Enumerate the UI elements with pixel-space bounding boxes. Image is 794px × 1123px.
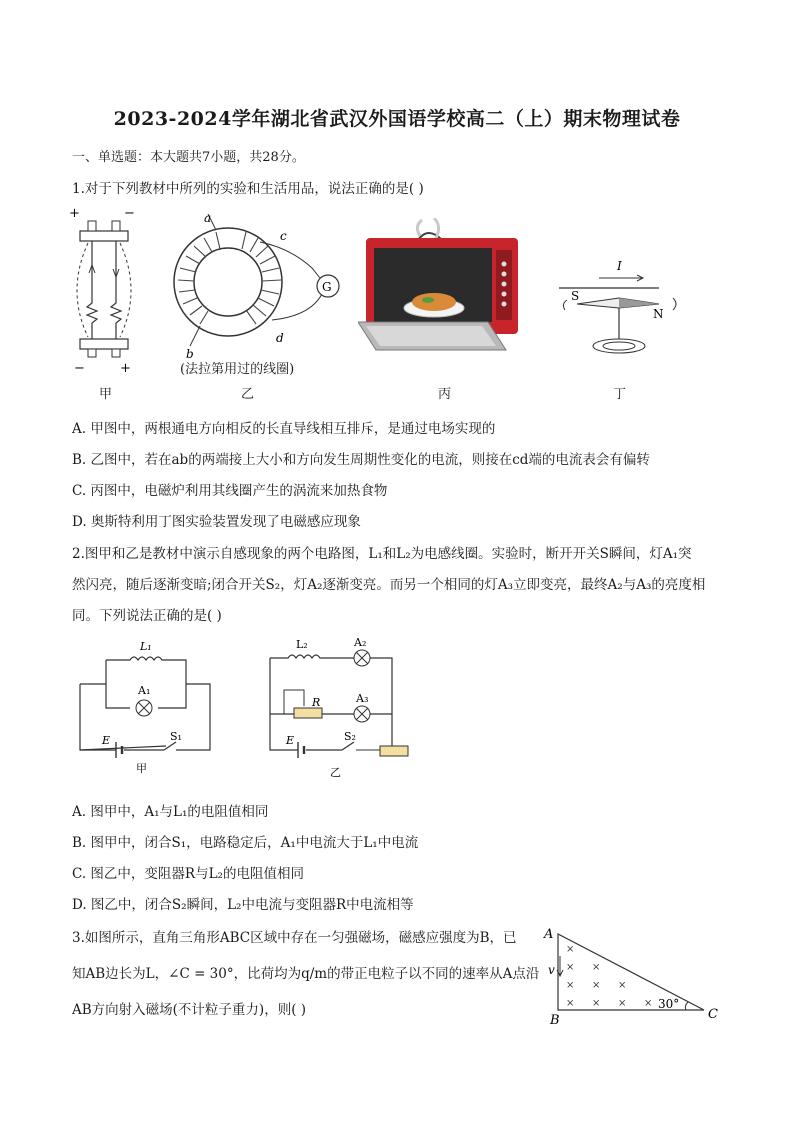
circuit-label-jia: 甲 <box>136 762 147 775</box>
svg-text:×: × <box>592 998 601 1009</box>
svg-text:×: × <box>566 944 575 955</box>
coil-letter-b: b <box>186 347 194 361</box>
food-garnish <box>422 297 434 303</box>
q1-figure-jia <box>66 203 146 375</box>
angle-arc <box>685 1002 688 1010</box>
right-wire <box>111 241 121 339</box>
q1-figure-yi <box>160 208 350 374</box>
ring-windings <box>178 232 281 324</box>
switch-s2 <box>342 742 354 750</box>
circuit-label-s1: S₁ <box>170 730 182 743</box>
vertex-b: B <box>550 1013 560 1028</box>
coil-letter-d: d <box>276 331 284 345</box>
q2-option-a: A. 图甲中，A₁与L₁的电阻值相同 <box>72 804 269 820</box>
q3-triangle-figure <box>538 922 728 1030</box>
triangle-abc <box>558 934 704 1010</box>
q1-label-bing: 丙 <box>438 387 452 402</box>
left-dashed-bulge <box>77 243 88 337</box>
circuit-label-l1: L₁ <box>140 640 152 653</box>
needle-south-letter: S <box>571 289 580 303</box>
svg-text:×: × <box>618 980 627 991</box>
circuit-label-e: E <box>102 734 111 747</box>
circuit-label-a3: A₃ <box>356 692 369 705</box>
minus-sign-bottom: − <box>74 361 85 375</box>
top-bar <box>80 231 128 241</box>
q1-yi-caption: (法拉第用过的线圈) <box>180 362 295 377</box>
q1-label-jia: 甲 <box>99 387 113 402</box>
plus-sign-top: + <box>69 206 80 221</box>
q2-stem-line-3: 同。下列说法正确的是( ) <box>72 608 222 624</box>
rheostat-2 <box>380 746 408 756</box>
q1-option-b: B. 乙图中，若在ab的两端接上大小和方向发生周期性变化的电流，则接在cd端的电流表会有偏转 <box>72 452 650 468</box>
current-letter: I <box>617 259 622 273</box>
top-terminal-right <box>112 221 120 231</box>
exam-title: 2023-2024学年湖北省武汉外国语学校高二（上）期末物理试卷 <box>113 108 681 130</box>
circuit-label-l2: L₂ <box>296 638 308 651</box>
circuit-yi-left <box>270 658 342 750</box>
circuit-jia-bottom <box>80 684 164 750</box>
svg-text:×: × <box>618 998 627 1009</box>
minus-sign-top: − <box>124 206 135 221</box>
q3-stem-line-3: AB方向射入磁场(不计粒子重力)，则( ) <box>72 1002 307 1018</box>
svg-text:×: × <box>566 998 575 1009</box>
angle-label: 30° <box>658 997 680 1011</box>
q2-option-d: D. 图乙中，闭合S₂瞬间，L₂中电流与变阻器R中电流相等 <box>72 897 414 913</box>
stand-base <box>593 339 645 353</box>
svg-text:×: × <box>592 962 601 973</box>
q2-option-b: B. 图甲中，闭合S₁，电路稳定后，A₁中电流大于L₁中电流 <box>72 835 419 851</box>
plus-sign-bottom: + <box>120 361 131 375</box>
coil-letter-c: c <box>280 229 287 243</box>
circuit-label-r: R <box>312 696 321 709</box>
q2-circuit-jia <box>76 636 216 776</box>
section-heading: 一、单选题：本大题共7小题，共28分。 <box>72 150 305 165</box>
svg-text:×: × <box>566 962 575 973</box>
lead-b <box>190 326 200 346</box>
circuit-label-s2: S₂ <box>344 730 356 743</box>
coil-letter-a: a <box>204 211 212 225</box>
q2-option-c: C. 图乙中，变阻器R与L₂的电阻值相同 <box>72 866 304 882</box>
right-dashed-bulge <box>120 243 131 337</box>
circuit-label-yi: 乙 <box>330 766 341 779</box>
q1-figure-ding <box>555 254 685 362</box>
needle-north-letter: N <box>653 307 664 321</box>
door-glass <box>366 326 496 346</box>
ring-outer <box>174 228 282 336</box>
svg-text:×: × <box>644 998 653 1009</box>
circuit-label-a1: A₁ <box>138 684 151 697</box>
q3-stem-line-2: 知AB边长为L，∠C = 30°，比荷均为q/m的带正电粒子以不同的速率从A点沿 <box>72 966 540 982</box>
q1-option-d: D. 奥斯特利用丁图实验装置发现了电磁感应现象 <box>72 514 361 530</box>
bottom-terminal-right <box>112 349 120 357</box>
circuit-label-e2: E <box>286 734 295 747</box>
q1-option-a: A. 甲图中，两根通电方向相反的长直导线相互排斥，是通过电场实现的 <box>72 421 496 437</box>
circuit-label-a2: A₂ <box>354 636 367 649</box>
q2-stem-line-1: 2.图甲和乙是教材中演示自感现象的两个电路图，L₁和L₂为电感线圈。实验时，断开开关S瞬间，灯A₁突 <box>72 546 692 562</box>
q2-stem-line-2: 然闪亮，随后逐渐变暗;闭合开关S₂，灯A₂逐渐变亮。而另一个相同的灯A₃立即变亮，最终A₂与A₃的亮度相 <box>72 577 706 593</box>
vertex-c: C <box>708 1007 718 1022</box>
q1-label-ding: 丁 <box>613 387 627 402</box>
vertex-a: A <box>544 927 554 942</box>
top-terminal-left <box>88 221 96 231</box>
q2-circuit-yi <box>264 634 414 780</box>
left-wire <box>87 241 97 339</box>
bottom-terminal-left <box>88 349 96 357</box>
q1-figure-bing <box>358 218 530 358</box>
inductor-l1 <box>106 657 186 684</box>
svg-text:×: × <box>566 980 575 991</box>
ring-inner <box>194 248 262 316</box>
rotation-arrow-left <box>563 300 567 310</box>
q1-option-c: C. 丙图中，电磁炉利用其线圈产生的涡流来加热食物 <box>72 483 388 499</box>
rheostat-r <box>294 708 322 718</box>
galvanometer-letter: G <box>322 280 332 294</box>
food <box>412 293 456 311</box>
bottom-bar <box>80 339 128 349</box>
q3-stem-line-1: 3.如图所示，直角三角形ABC区域中存在一匀强磁场，磁感应强度为B，已 <box>72 930 517 946</box>
q1-label-yi: 乙 <box>241 387 255 402</box>
velocity-letter: v <box>548 963 555 977</box>
rotation-arrow-right <box>673 298 676 310</box>
svg-text:×: × <box>592 980 601 991</box>
q1-stem: 1.对于下列教材中所列的实验和生活用品，说法正确的是( ) <box>72 181 424 197</box>
